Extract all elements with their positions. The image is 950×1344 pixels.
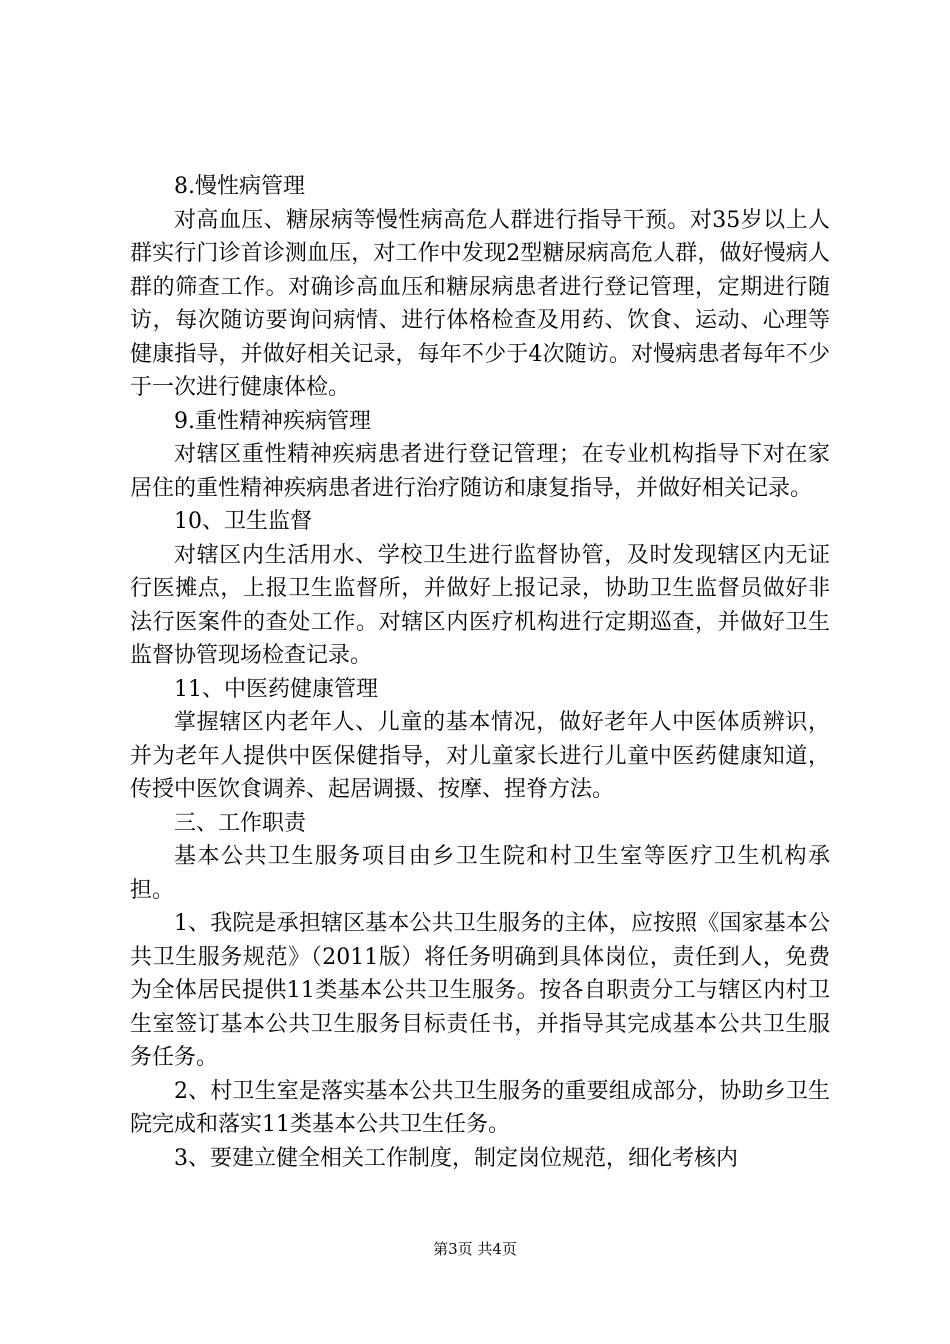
section-heading-mental-illness: 9.重性精神疾病管理: [174, 408, 371, 434]
paragraph-duties-intro: 基本公共卫生服务项目由乡卫生院和村卫生室等医疗卫生机构承担。: [130, 844, 830, 903]
paragraph-duty-3: 3、要建立健全相关工作制度，制定岗位规范，细化考核内: [174, 1145, 738, 1171]
section-heading-tcm-health: 11、中医药健康管理: [174, 676, 378, 702]
page-number: 第3页 共4页: [433, 1240, 517, 1258]
section-heading-duties: 三、工作职责: [174, 810, 307, 836]
paragraph-duty-2: 2、村卫生室是落实基本公共卫生服务的重要组成部分，协助乡卫生院完成和落实11类基本公共卫生任务。: [130, 1078, 830, 1137]
paragraph-chronic-disease: 对高血压、糖尿病等慢性病高危人群进行指导干预。对35岁以上人群实行门诊首诊测血压，对工作中发现2型糖尿病高危人群，做好慢病人群的筛查工作。对确诊高血压和糖尿病患者进行登记管理，定期进行随访，每次随访要询问病情、进行体格检查及用药、饮食、运动、心理等健康指导，并做好相关记录，每年不少于4次随访。对慢病患者每年不少于一次进行健康体检。: [130, 207, 830, 400]
page-footer: [0, 1239, 950, 1259]
section-heading-chronic-disease: 8.慢性病管理: [174, 174, 305, 199]
paragraph-tcm-health: 掌握辖区内老年人、儿童的基本情况，做好老年人中医体质辨识，并为老年人提供中医保健指导，对儿童家长进行儿童中医药健康知道，传授中医饮食调养、起居调摄、按摩、捏脊方法。: [130, 710, 830, 802]
paragraph-mental-illness: 对辖区重性精神疾病患者进行登记管理；在专业机构指导下对在家居住的重性精神疾病患者进行治疗随访和康复指导，并做好相关记录。: [130, 442, 830, 501]
paragraph-health-supervision: 对辖区内生活用水、学校卫生进行监督协管，及时发现辖区内无证行医摊点，上报卫生监督所，并做好上报记录，协助卫生监督员做好非法行医案件的查处工作。对辖区内医疗机构进行定期巡查，并做好卫生监督协管现场检查记录。: [130, 542, 830, 668]
document-body: [130, 170, 830, 1175]
paragraph-duty-1: 1、我院是承担辖区基本公共卫生服务的主体，应按照《国家基本公共卫生服务规范》（2011版）将任务明确到具体岗位，责任到人，免费为全体居民提供11类基本公共卫生服务。按各自职责分工与辖区内村卫生室签订基本公共卫生服务目标责任书，并指导其完成基本公共卫生服务任务。: [130, 911, 830, 1070]
section-heading-health-supervision: 10、卫生监督: [174, 509, 312, 534]
